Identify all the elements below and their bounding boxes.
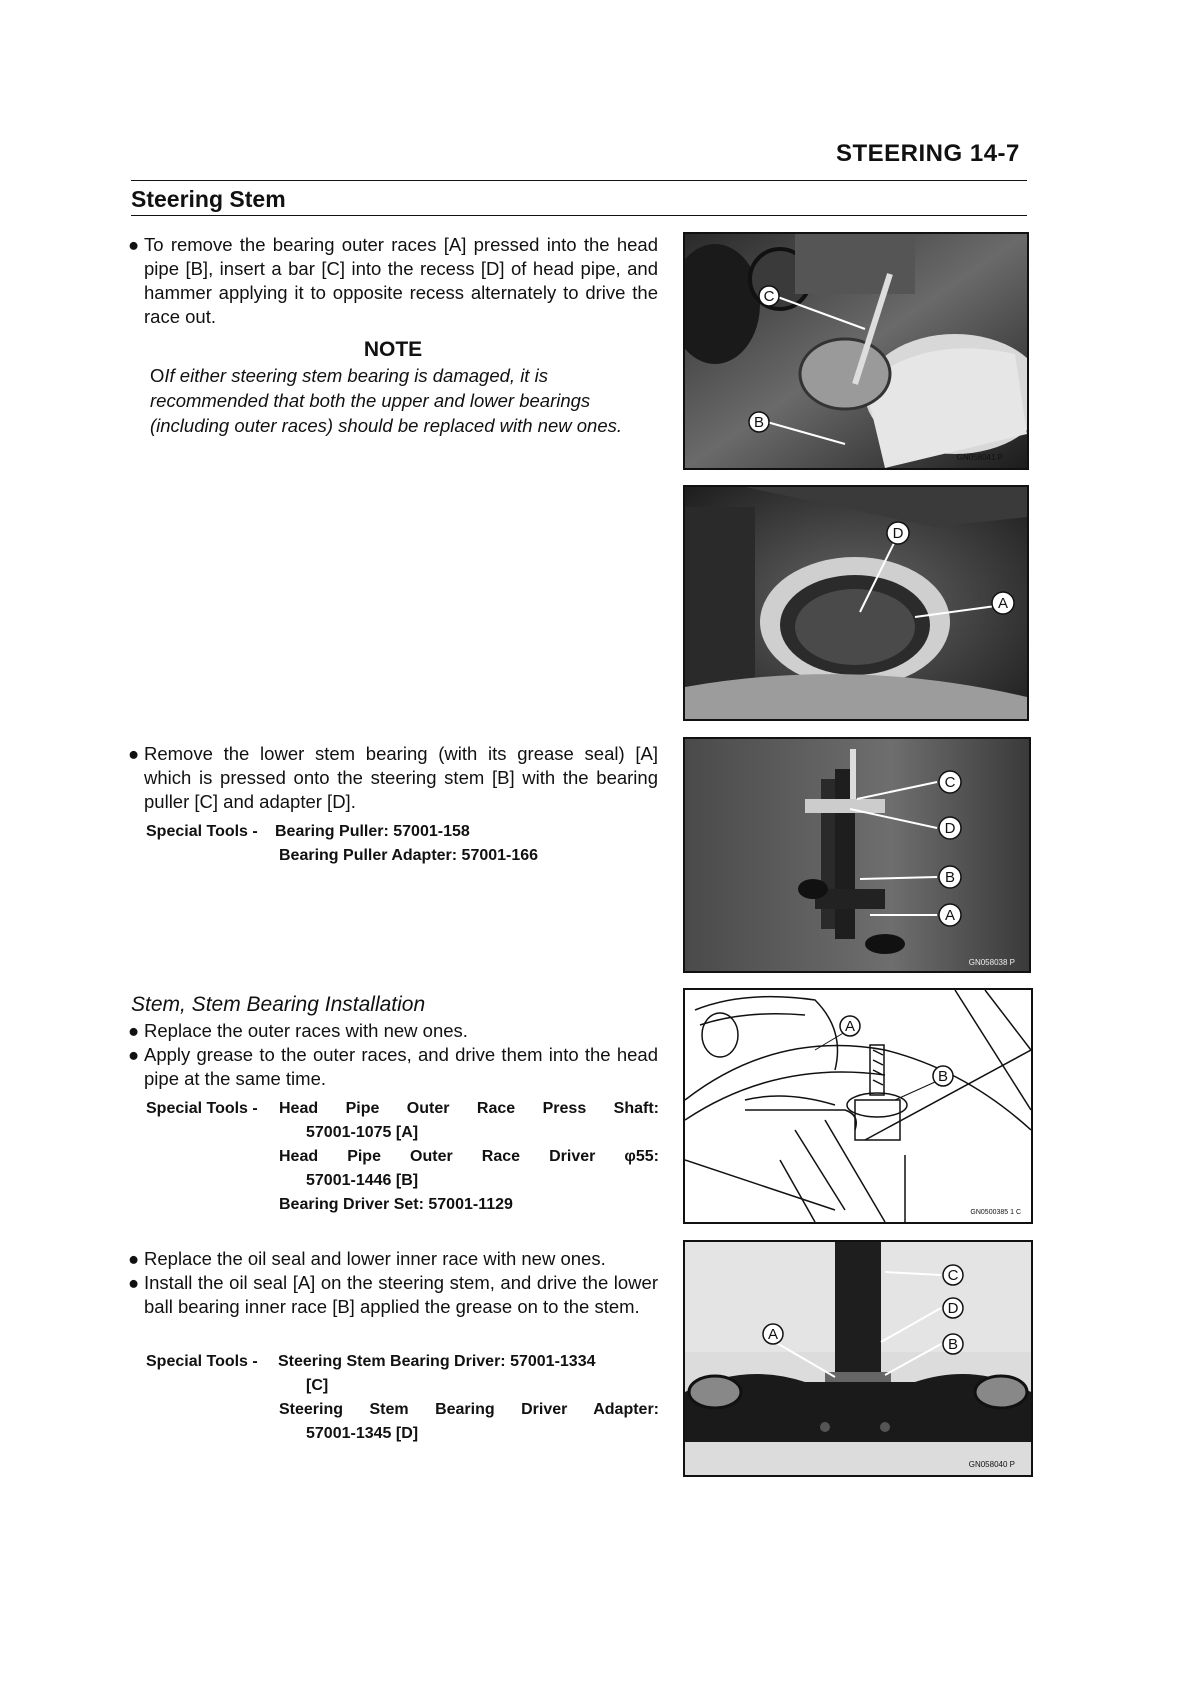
bullet-glyph: ● — [128, 1272, 140, 1293]
callout-label: A — [844, 1018, 856, 1035]
bullet-replace-oil-seal — [128, 1247, 658, 1271]
tool-item: Head Pipe Outer Race Driver φ55: — [279, 1148, 659, 1165]
tool-item: 57001-1345 [D] — [306, 1425, 419, 1442]
header-rule — [131, 180, 1027, 181]
bullet-remove-outer-races — [128, 233, 658, 329]
bullet-glyph: ● — [128, 1044, 140, 1065]
callout-label: B — [937, 1068, 949, 1085]
callout-label: B — [947, 1336, 959, 1353]
note-text-block — [150, 363, 655, 438]
callout-label: D — [944, 820, 956, 837]
subsection-title: Stem, Stem Bearing Installation — [131, 993, 426, 1016]
tool-item: Steering Stem Bearing Driver: 57001-1334 — [278, 1353, 596, 1370]
callout-label: C — [944, 774, 956, 791]
bullet-glyph: ● — [128, 1248, 140, 1269]
photo-code: GN0500385 1 C — [970, 1209, 1021, 1216]
callout-label: B — [753, 414, 765, 431]
bullet-apply-grease — [128, 1043, 658, 1091]
bullet-text: Apply grease to the outer races, and drive them into the head pipe at the same time. — [144, 1044, 658, 1089]
note-text: If either steering stem bearing is damaged, it is recommended that both the upper and lower bearings (including outer races) should be replaced with new ones. — [150, 365, 623, 436]
photo-illustration — [685, 739, 1029, 971]
photo-illustration — [685, 234, 1027, 468]
photo-code: GN058041 P — [956, 453, 1003, 462]
photo-illustration — [685, 1242, 1031, 1475]
bullet-glyph: ● — [128, 743, 140, 764]
bullet-text: To remove the bearing outer races [A] pressed into the head pipe [B], insert a bar [C] into the recess [D] of head pipe, and hammer applying it to opposite recess alternately to drive the race out. — [144, 234, 658, 327]
bullet-glyph: ● — [128, 1020, 140, 1041]
tool-item: [C] — [306, 1377, 329, 1394]
photo-outer-race-recess — [683, 485, 1029, 721]
special-tools-label: Special Tools - — [146, 1353, 258, 1370]
bullet-text: Remove the lower stem bearing (with its grease seal) [A] which is pressed onto the steering stem [B] with the bearing puller [C] and adapter [D]. — [144, 743, 658, 812]
bullet-text: Replace the oil seal and lower inner race with new ones. — [144, 1248, 606, 1269]
special-tools-label: Special Tools - — [146, 823, 258, 840]
callout-label: D — [892, 525, 904, 542]
bullet-remove-lower-stem-bearing — [128, 742, 658, 814]
bullet-text: Install the oil seal [A] on the steering stem, and drive the lower ball bearing inner race [B] applied the grease on to the stem. — [144, 1272, 658, 1317]
photo-race-press-drawing — [683, 988, 1033, 1224]
note-marker: O — [150, 365, 165, 386]
photo-bearing-puller — [683, 737, 1031, 973]
bullet-text: Replace the outer races with new ones. — [144, 1020, 468, 1041]
photo-code: GN058038 P — [968, 958, 1015, 967]
tool-item: Bearing Puller: 57001-158 — [275, 823, 470, 840]
special-tools-label: Special Tools - — [146, 1100, 258, 1117]
callout-label: C — [947, 1267, 959, 1284]
bullet-glyph: ● — [128, 234, 140, 255]
photo-illustration — [685, 990, 1031, 1222]
bullet-install-oil-seal — [128, 1271, 658, 1319]
photo-stem-bearing-driver — [683, 1240, 1033, 1477]
callout-label: A — [997, 595, 1009, 612]
note-title: NOTE — [363, 338, 423, 361]
tool-item: 57001-1075 [A] — [306, 1124, 419, 1141]
tool-item: Bearing Puller Adapter: 57001-166 — [279, 847, 539, 864]
photo-illustration — [685, 487, 1027, 719]
callout-label: D — [947, 1300, 959, 1317]
callout-label: B — [944, 869, 956, 886]
tool-item: 57001-1446 [B] — [306, 1172, 419, 1189]
section-rule — [131, 215, 1027, 216]
callout-label: C — [763, 288, 775, 305]
section-title: Steering Stem — [131, 186, 286, 212]
page-header: STEERING 14-7 — [836, 140, 1020, 167]
tool-item: Bearing Driver Set: 57001-1129 — [279, 1196, 513, 1213]
photo-code: GN058040 P — [968, 1460, 1015, 1469]
callout-label: A — [767, 1326, 779, 1343]
callout-label: A — [944, 907, 956, 924]
tool-item: Head Pipe Outer Race Press Shaft: — [279, 1100, 659, 1117]
photo-head-pipe-bar — [683, 232, 1029, 470]
tool-item: Steering Stem Bearing Driver Adapter: — [279, 1401, 659, 1418]
bullet-replace-outer-races — [128, 1019, 658, 1043]
